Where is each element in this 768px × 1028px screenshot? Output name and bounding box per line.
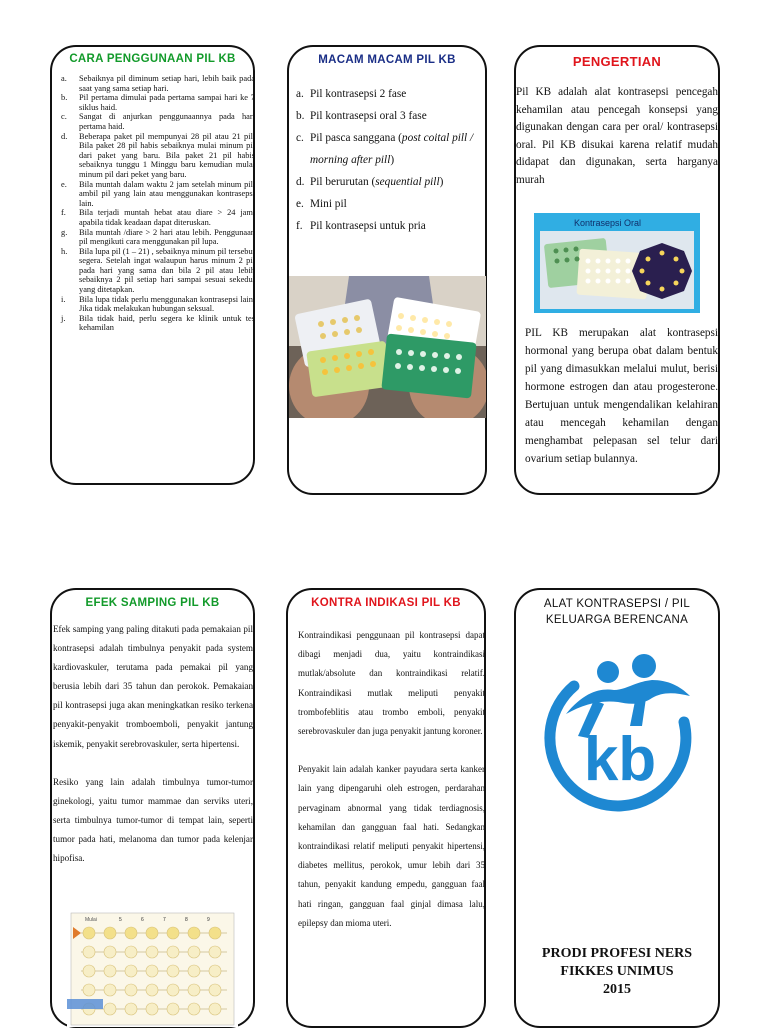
panel-kontra-indikasi <box>286 588 486 1028</box>
list-marker: h. <box>61 246 68 256</box>
pack-pill <box>125 984 137 996</box>
panel-macam-macam <box>287 45 487 495</box>
list-marker: c. <box>296 132 304 144</box>
pack-start-label: Mulai <box>85 917 97 923</box>
panel-alat-kontrasepsi <box>514 588 720 1028</box>
list-marker: f. <box>61 208 66 218</box>
pack-pill <box>146 984 158 996</box>
pack-pill <box>104 965 116 977</box>
list-marker: i. <box>61 294 66 304</box>
pack-pill <box>83 927 95 939</box>
list-text: Bila lupa tidak perlu menggunakan kontrasepsi lain. Jika tidak melakukan hubungan seksual. <box>79 294 255 314</box>
list-text-after: ) <box>390 154 395 166</box>
list-text: Sebaiknya pil diminum setiap hari, lebih baik pada saat yang sama setiap hari. <box>79 74 255 93</box>
footer <box>516 945 718 999</box>
pack-pill <box>167 984 179 996</box>
list-marker: d. <box>296 176 305 188</box>
pack-pill <box>146 927 158 939</box>
pack-pill <box>167 927 179 939</box>
panel-efek-samping <box>50 588 255 1028</box>
pack-pill <box>146 1003 158 1015</box>
kb-logo <box>534 652 706 824</box>
pack-pill <box>83 965 95 977</box>
list-text: Pil pasca sanggana ( <box>310 132 402 144</box>
list-text: Pil kontrasepsi untuk pria <box>310 220 426 232</box>
pack-pill <box>125 1003 137 1015</box>
pack-pill <box>188 984 200 996</box>
list-item <box>61 295 255 314</box>
list-text: Bila tidak haid, perlu segera ke klinik untuk tes kehamilan <box>79 313 255 333</box>
footer-line-1: PRODI PROFESI NERS <box>541 946 693 961</box>
macam-list <box>296 83 489 237</box>
panel-title: MACAM MACAM PIL KB <box>318 54 456 66</box>
pack-pill <box>125 946 137 958</box>
pack-pill <box>188 946 200 958</box>
cara-list <box>61 74 255 333</box>
list-marker: d. <box>61 131 68 141</box>
kontra-text <box>298 626 485 933</box>
list-marker: a. <box>61 74 67 83</box>
title-line-2: KELUARGA BERENCANA <box>545 614 689 626</box>
list-item <box>61 74 255 93</box>
list-marker: e. <box>61 179 67 189</box>
pill-packs-hands-photo <box>289 276 486 418</box>
list-marker: e. <box>296 198 304 210</box>
title-line-1: ALAT KONTRASEPSI / PIL <box>543 598 691 610</box>
list-item <box>61 228 255 247</box>
kontra-paragraph-1: Kontraindikasi penggunaan pil kontrasepsi dapat dibagi menjadi dua, yaitu kontraindikasi mutlak/absolute dan kontraindikasi relatif. Kontraindikasi mutlak meliputi penyakit trombofeblitis atau trombo emboli, penyakit serebrovaskuler dan juga penyakit jantung koroner. <box>298 630 485 737</box>
list-item <box>296 215 489 237</box>
kb-logo-text: kb <box>583 725 657 794</box>
list-marker: c. <box>61 112 67 122</box>
list-text-italic: post coital pill / morning after pill <box>310 132 474 166</box>
list-item <box>296 193 489 215</box>
pack-pill <box>104 927 116 939</box>
pack-pill <box>104 984 116 996</box>
list-item <box>61 132 255 180</box>
list-text: Mini pil <box>310 198 347 210</box>
list-marker: b. <box>296 110 305 122</box>
pack-pill <box>104 946 116 958</box>
pack-day-label: 5 <box>119 917 122 923</box>
pack-pill <box>188 927 200 939</box>
panel-pengertian <box>514 45 720 495</box>
pack-pill <box>188 965 200 977</box>
pack-pill <box>167 1003 179 1015</box>
pack-pill <box>146 965 158 977</box>
list-text: Bila terjadi muntah hebat atau diare > 24 jam, apabila tidak keadaan dapat diteruskan. <box>79 208 255 227</box>
pack-day-label: 8 <box>185 917 188 923</box>
pack-pill <box>209 965 221 977</box>
pack-pill <box>167 965 179 977</box>
panel-title: KONTRA INDIKASI PIL KB <box>311 597 461 609</box>
panel-title: CARA PENGGUNAAN PIL KB <box>69 53 236 65</box>
efek-text <box>53 620 253 868</box>
list-item <box>61 208 255 227</box>
pack-pill <box>209 984 221 996</box>
oral-contraceptive-image <box>534 213 700 313</box>
pack-pill <box>125 927 137 939</box>
footer-line-3: 2015 <box>603 982 631 997</box>
list-text: Bila muntah /diare > 2 hari atau lebih. Penggunaan pil mengikuti cara menggunakan pil lupa. <box>79 227 255 247</box>
list-text: Pil berurutan ( <box>310 176 376 188</box>
oral-caption: Kontrasepsi Oral <box>574 218 642 228</box>
list-text: Sangat di anjurkan penggunaannya pada hari pertama haid. <box>79 112 255 131</box>
pack-pill <box>125 965 137 977</box>
list-marker: f. <box>296 220 303 232</box>
list-item <box>61 247 255 295</box>
list-text-after: ) <box>439 176 444 188</box>
pack-pill <box>209 927 221 939</box>
list-text: Pil kontrasepsi oral 3 fase <box>310 110 427 122</box>
list-marker: b. <box>61 93 68 103</box>
pack-pill <box>83 984 95 996</box>
list-item <box>61 180 255 209</box>
pengertian-paragraph-2: PIL KB merupakan alat kontrasepsi hormonal yang berupa obat dalam bentuk pil yang dimasukkan melalui mulut, berisi hormone estrogen dan atau progesterone. Bertujuan untuk mengendalikan kelahiran atau mencegah kehamilan dengan menghambat pelepasan sel telur dari ovarium setiap bulannya. <box>525 327 718 465</box>
list-text: Pil kontrasepsi 2 fase <box>310 88 407 100</box>
pack-day-label: 7 <box>163 917 166 923</box>
list-item <box>296 105 489 127</box>
list-text: Bila muntah dalam waktu 2 jam setelah minum pil, ambil pil yang lain atau menggunakan kontrasepsi lain. <box>79 179 255 208</box>
pack-day-label: 9 <box>207 917 210 923</box>
pengertian-paragraph-1: Pil KB adalah alat kontrasepsi pencegah kehamilan atau pencegah konsepsi yang digunakan dengan cara per oral/ kontrasepsi oral. Pil KB disukai karena relatif mudah didapat dan digunakan, serta harganya murah <box>516 86 718 186</box>
list-item <box>296 127 489 171</box>
list-marker: g. <box>61 227 68 237</box>
list-text-italic: sequential pill <box>375 176 440 188</box>
list-item <box>61 314 255 333</box>
pack-pill <box>209 1003 221 1015</box>
pack-pill <box>188 1003 200 1015</box>
efek-paragraph-1: Efek samping yang paling ditakuti pada pemakaian pil kontrasepsi adalah timbulnya penyakit pada system kardiovaskuler, terutama pada pemakai pil yang berusia lebih dari 35 tahun dan perokok. Pemakaian pil kontrasepsi juga akan meningkatkan resiko terkena penyakit-penyakit tromboemboli, penyakit jantung iskemik, penyakit serebrovaskuler, serta hipertensi. <box>53 624 253 749</box>
kontra-paragraph-2: Penyakit lain adalah kanker payudara serta kanker lain yang dipengaruhi oleh estrogen, perdarahan pervaginam abnormal yang tidak terdiagnosis, kehamilan dan gangguan faal hati. Sedangkan kontraindikasi relatif meliputi penyakit hipertensi, diabetes mellitus, perokok, umur lebih dari 35 tahun, penyakit kandung empedu, gangguan faal hati ringan, gangguan faal ginjal dimasa lalu, epilepsy dan mioma uteri. <box>298 764 485 928</box>
list-item <box>61 93 255 112</box>
pill-pack-diagram <box>67 911 238 1027</box>
footer-line-2: FIKKES UNIMUS <box>560 964 674 979</box>
list-item <box>296 83 489 105</box>
list-item <box>296 171 489 193</box>
pack-pill <box>167 946 179 958</box>
pack-day-label: 6 <box>141 917 144 923</box>
panel-title: PENGERTIAN <box>572 54 662 69</box>
panel-cara-penggunaan <box>50 45 255 485</box>
list-text: Pil pertama dimulai pada pertama sampai hari ke 7 siklus haid. <box>79 93 255 112</box>
panel-title: EFEK SAMPING PIL KB <box>85 597 220 609</box>
pack-pill <box>146 946 158 958</box>
pack-pill <box>209 946 221 958</box>
list-text: Bila lupa pil (1 – 21) , sebaiknya minum pil tersebut segera. Setelah ingat walaupun harus minum 2 pil pada hari yang sama dan bila 2 pil atau lebih sebaiknya 2 pil setiap hari sampai sesuai sekedul yang ditetapkan. <box>79 246 255 295</box>
panel-title <box>516 596 718 628</box>
list-marker: j. <box>61 313 66 323</box>
pack-pill <box>83 946 95 958</box>
efek-paragraph-2: Resiko yang lain adalah timbulnya tumor-tumor ginekologi, yaitu tumor mammae dan serviks uteri, serta timbulnya tumor-tumor di tempat lain, seperti tumor pada hati, melanoma dan tumor pada kelenjar hipofisa. <box>53 776 253 864</box>
pack-pill <box>104 1003 116 1015</box>
list-text: Beberapa paket pil mempunyai 28 pil atau 21 pil. Bila paket 28 pil habis sebaiknya mulai minum pil dari paket yang baru. Bila paket 21 pil habis sebaiknya tunggu 1 Minggu baru kemudian mulai minum pil dari peket yang baru. <box>79 131 255 179</box>
list-marker: a. <box>296 88 304 100</box>
list-item <box>61 112 255 131</box>
